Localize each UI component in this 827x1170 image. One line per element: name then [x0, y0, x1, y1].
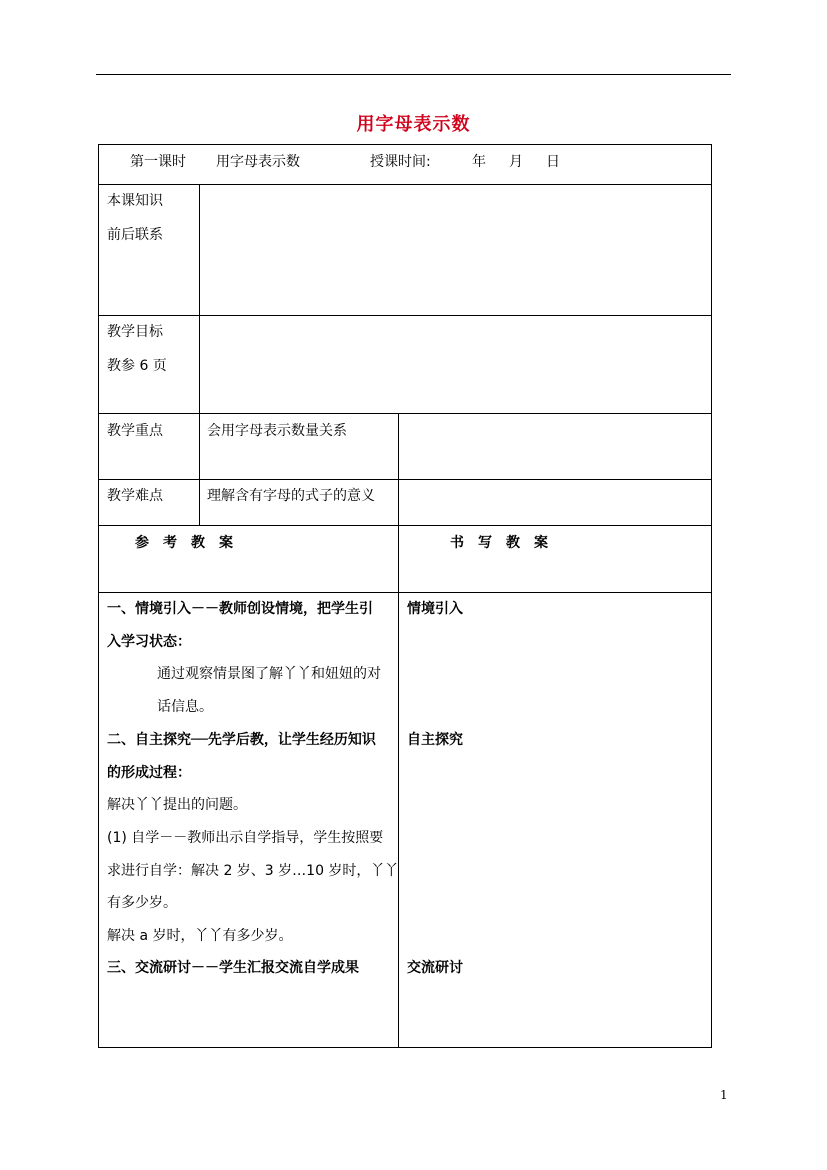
page-number: 1: [720, 1088, 728, 1102]
lesson-topic: 用字母表示数: [216, 154, 300, 170]
teaching-time-label: 授课时间:: [370, 154, 431, 170]
difficulty-label: 教学难点: [107, 488, 163, 504]
section1-heading-line2: 入学习状态：: [107, 634, 191, 650]
row-divider: [98, 479, 712, 480]
section2-heading-line1: 二、自主探究──先学后教，让学生经历知识: [107, 732, 376, 748]
knowledge-label-line1: 本课知识: [107, 193, 163, 209]
section1-body-line1: 通过观察情景图了解丫丫和妞妞的对: [157, 666, 381, 682]
lesson-number: 第一课时: [130, 154, 186, 170]
year-label: 年: [472, 154, 486, 170]
column-divider: [199, 184, 200, 525]
section2-body-line4: 有多少岁。: [107, 895, 177, 911]
section1-heading-line1: 一、情境引入－－教师创设情境，把学生引: [107, 601, 373, 617]
page-title: 用字母表示数: [356, 114, 471, 135]
row-divider: [98, 413, 712, 414]
writing-plan-header: 书 写 教 案: [450, 535, 548, 551]
key-point-label: 教学重点: [107, 423, 163, 439]
writing-intro: 情境引入: [407, 601, 463, 617]
column-divider: [398, 413, 399, 1048]
section2-body-line3: 求进行自学：解决 2 岁、3 岁…10 岁时，丫丫: [107, 863, 399, 879]
day-label: 日: [546, 154, 560, 170]
header-rule: [96, 74, 731, 75]
month-label: 月: [509, 154, 523, 170]
section1-body-line2: 话信息。: [157, 699, 213, 715]
section2-heading-line2: 的形成过程：: [107, 765, 191, 781]
reference-plan-header: 参 考 教 案: [135, 535, 233, 551]
writing-discuss: 交流研讨: [407, 960, 463, 976]
row-divider: [98, 592, 712, 593]
goal-label-line1: 教学目标: [107, 324, 163, 340]
section2-body-line5: 解决 a 岁时，丫丫有多少岁。: [107, 928, 293, 944]
writing-explore: 自主探究: [407, 732, 463, 748]
knowledge-label-line2: 前后联系: [107, 227, 163, 243]
row-divider: [98, 525, 712, 526]
section3-heading: 三、交流研讨－－学生汇报交流自学成果: [107, 960, 359, 976]
goal-label-line2: 教参 6 页: [107, 358, 167, 374]
difficulty-text: 理解含有字母的式子的意义: [207, 488, 375, 504]
key-point-text: 会用字母表示数量关系: [207, 423, 347, 439]
row-divider: [98, 315, 712, 316]
lesson-table: [98, 144, 712, 1048]
section2-body-line2: (1) 自学－－教师出示自学指导，学生按照要: [107, 830, 384, 846]
section2-body-line1: 解决丫丫提出的问题。: [107, 797, 247, 813]
row-divider: [98, 184, 712, 185]
